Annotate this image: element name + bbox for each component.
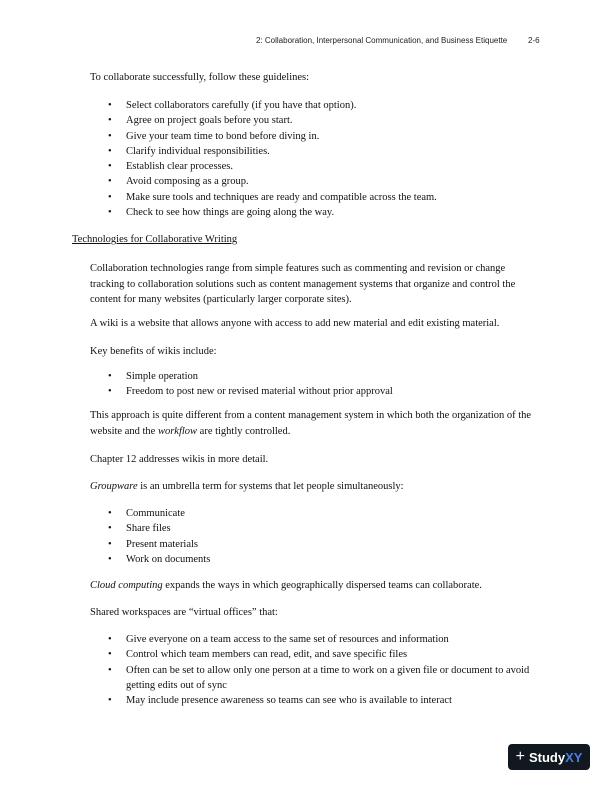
- tech-paragraph: Collaboration technologies range from simple features such as commenting and revision or change tracking to collaboration solutions such as content management systems that organize and control the content for many websites (particularly larger corporate sites).: [90, 263, 516, 305]
- logo-text-main: Study: [528, 749, 566, 765]
- studyxy-logo: [508, 744, 590, 770]
- list-item: • Freedom to post new or revised material without prior approval: [108, 384, 538, 399]
- list-item: • Share files: [108, 521, 538, 536]
- page-number: 2-6: [528, 36, 540, 45]
- wiki-benefits-list: [108, 369, 538, 400]
- list-item: • Select collaborators carefully (if you have that option).: [108, 98, 538, 113]
- section-heading: Technologies for Collaborative Writing: [72, 234, 238, 245]
- list-item: • Give everyone on a team access to the same set of resources and information: [108, 632, 538, 647]
- workspaces-paragraph: Shared workspaces are “virtual offices” that:: [90, 607, 278, 618]
- guidelines-list: [108, 98, 538, 220]
- list-item: • Give your team time to bond before diving in.: [108, 129, 538, 144]
- list-item: • May include presence awareness so teams can see who is available to interact: [108, 693, 538, 708]
- workspaces-list: [108, 632, 538, 708]
- list-item: • Agree on project goals before you start.: [108, 113, 538, 128]
- chapter12-paragraph: Chapter 12 addresses wikis in more detail.: [90, 454, 269, 465]
- list-item: • Often can be set to allow only one person at a time to work on a given file or document to avoid getting edits out of sync: [108, 663, 538, 694]
- intro-paragraph: To collaborate successfully, follow these guidelines:: [90, 72, 310, 83]
- logo-text-accent: XY: [565, 749, 583, 765]
- list-item: • Simple operation: [108, 369, 538, 384]
- list-item: • Avoid composing as a group.: [108, 174, 538, 189]
- workflow-term: workflow: [157, 425, 198, 437]
- list-item: • Clarify individual responsibilities.: [108, 144, 538, 159]
- groupware-text: is an umbrella term for systems that let people simultaneously:: [137, 481, 404, 492]
- groupware-list: [108, 506, 538, 567]
- cloud-term: Cloud computing: [90, 580, 163, 591]
- list-item: • Make sure tools and techniques are ready and compatible across the team.: [108, 190, 538, 205]
- cms-text-before: This approach is quite different from a content management system in which both the organization of the website and the: [90, 410, 532, 437]
- groupware-paragraph: [90, 479, 540, 495]
- cloud-paragraph: [90, 578, 540, 594]
- groupware-term: Groupware: [90, 481, 138, 492]
- wiki-paragraph: A wiki is a website that allows anyone with access to add new material and edit existing material.: [90, 318, 500, 329]
- list-item: • Present materials: [108, 537, 538, 552]
- wiki-benefits-intro: Key benefits of wikis include:: [90, 346, 217, 357]
- cms-paragraph: [90, 408, 540, 439]
- header-title: 2: Collaboration, Interpersonal Communication, and Business Etiquette: [256, 36, 508, 45]
- list-item: • Communicate: [108, 506, 538, 521]
- list-item: • Check to see how things are going along the way.: [108, 205, 538, 220]
- list-item: • Control which team members can read, edit, and save specific files: [108, 647, 538, 662]
- list-item: • Work on documents: [108, 552, 538, 567]
- cms-text-after: are tightly controlled.: [197, 425, 291, 437]
- list-item: • Establish clear processes.: [108, 159, 538, 174]
- cloud-text: expands the ways in which geographically dispersed teams can collaborate.: [162, 580, 482, 591]
- plus-icon: +: [515, 748, 525, 765]
